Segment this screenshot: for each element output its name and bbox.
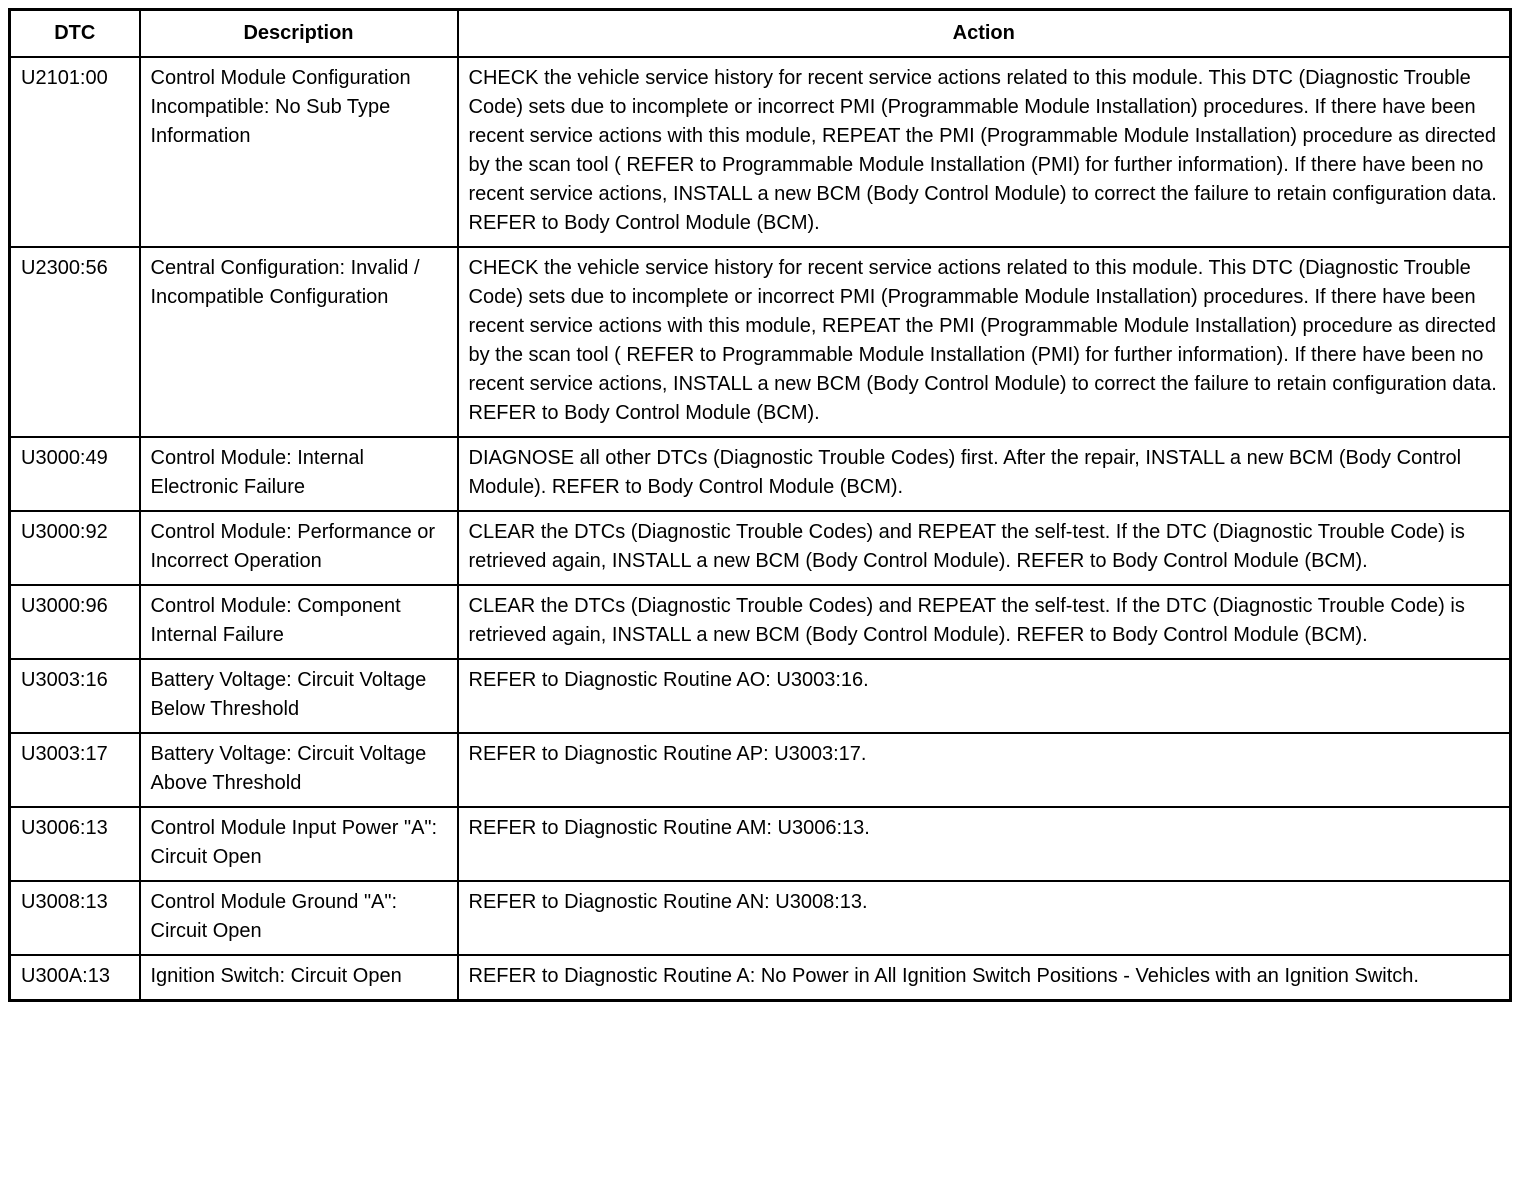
dtc-action: REFER to Diagnostic Routine AM: U3006:13. [458, 807, 1511, 881]
table-row [10, 733, 1511, 807]
dtc-action: REFER to Diagnostic Routine AP: U3003:17. [458, 733, 1511, 807]
dtc-description: Ignition Switch: Circuit Open [140, 955, 458, 1001]
dtc-description: Control Module: Internal Electronic Failure [140, 437, 458, 511]
column-header-description: Description [140, 10, 458, 58]
table-row [10, 881, 1511, 955]
dtc-action: REFER to Diagnostic Routine AO: U3003:16. [458, 659, 1511, 733]
dtc-action: DIAGNOSE all other DTCs (Diagnostic Trouble Codes) first. After the repair, INSTALL a new BCM (Body Control Module). REFER to Body Control Module (BCM). [458, 437, 1511, 511]
dtc-code: U2101:00 [10, 57, 140, 247]
dtc-code: U300A:13 [10, 955, 140, 1001]
table-row [10, 807, 1511, 881]
dtc-table [8, 8, 1512, 1002]
dtc-description: Central Configuration: Invalid / Incompatible Configuration [140, 247, 458, 437]
table-row [10, 247, 1511, 437]
dtc-description: Control Module Input Power "A": Circuit Open [140, 807, 458, 881]
dtc-code: U3006:13 [10, 807, 140, 881]
dtc-description: Control Module Configuration Incompatible: No Sub Type Information [140, 57, 458, 247]
dtc-code: U3000:49 [10, 437, 140, 511]
table-row [10, 437, 1511, 511]
dtc-code: U3000:96 [10, 585, 140, 659]
column-header-dtc: DTC [10, 10, 140, 58]
column-header-action: Action [458, 10, 1511, 58]
dtc-action: REFER to Diagnostic Routine AN: U3008:13. [458, 881, 1511, 955]
dtc-action: CHECK the vehicle service history for recent service actions related to this module. This DTC (Diagnostic Trouble Code) sets due to incomplete or incorrect PMI (Programmable Module Installation) procedures. If there have been recent service actions with this module, REPEAT the PMI (Programmable Module Installation) procedure as directed by the scan tool ( REFER to Programmable Module Installation (PMI) for further information). If there have been no recent service actions, INSTALL a new BCM (Body Control Module) to correct the failure to retain configuration data. REFER to Body Control Module (BCM). [458, 247, 1511, 437]
table-row [10, 511, 1511, 585]
dtc-description: Battery Voltage: Circuit Voltage Above Threshold [140, 733, 458, 807]
dtc-description: Control Module Ground "A": Circuit Open [140, 881, 458, 955]
dtc-code: U3008:13 [10, 881, 140, 955]
dtc-code: U3003:17 [10, 733, 140, 807]
table-header-row [10, 10, 1511, 58]
dtc-description: Control Module: Performance or Incorrect Operation [140, 511, 458, 585]
dtc-action: CHECK the vehicle service history for recent service actions related to this module. This DTC (Diagnostic Trouble Code) sets due to incomplete or incorrect PMI (Programmable Module Installation) procedures. If there have been recent service actions with this module, REPEAT the PMI (Programmable Module Installation) procedure as directed by the scan tool ( REFER to Programmable Module Installation (PMI) for further information). If there have been no recent service actions, INSTALL a new BCM (Body Control Module) to correct the failure to retain configuration data. REFER to Body Control Module (BCM). [458, 57, 1511, 247]
dtc-action: CLEAR the DTCs (Diagnostic Trouble Codes) and REPEAT the self-test. If the DTC (Diagnostic Trouble Code) is retrieved again, INSTALL a new BCM (Body Control Module). REFER to Body Control Module (BCM). [458, 585, 1511, 659]
table-row [10, 57, 1511, 247]
dtc-code: U3000:92 [10, 511, 140, 585]
dtc-action: CLEAR the DTCs (Diagnostic Trouble Codes) and REPEAT the self-test. If the DTC (Diagnostic Trouble Code) is retrieved again, INSTALL a new BCM (Body Control Module). REFER to Body Control Module (BCM). [458, 511, 1511, 585]
dtc-code: U2300:56 [10, 247, 140, 437]
dtc-description: Battery Voltage: Circuit Voltage Below Threshold [140, 659, 458, 733]
dtc-action: REFER to Diagnostic Routine A: No Power in All Ignition Switch Positions - Vehicles with an Ignition Switch. [458, 955, 1511, 1001]
table-row [10, 659, 1511, 733]
table-row [10, 585, 1511, 659]
dtc-code: U3003:16 [10, 659, 140, 733]
table-row [10, 955, 1511, 1001]
dtc-description: Control Module: Component Internal Failure [140, 585, 458, 659]
